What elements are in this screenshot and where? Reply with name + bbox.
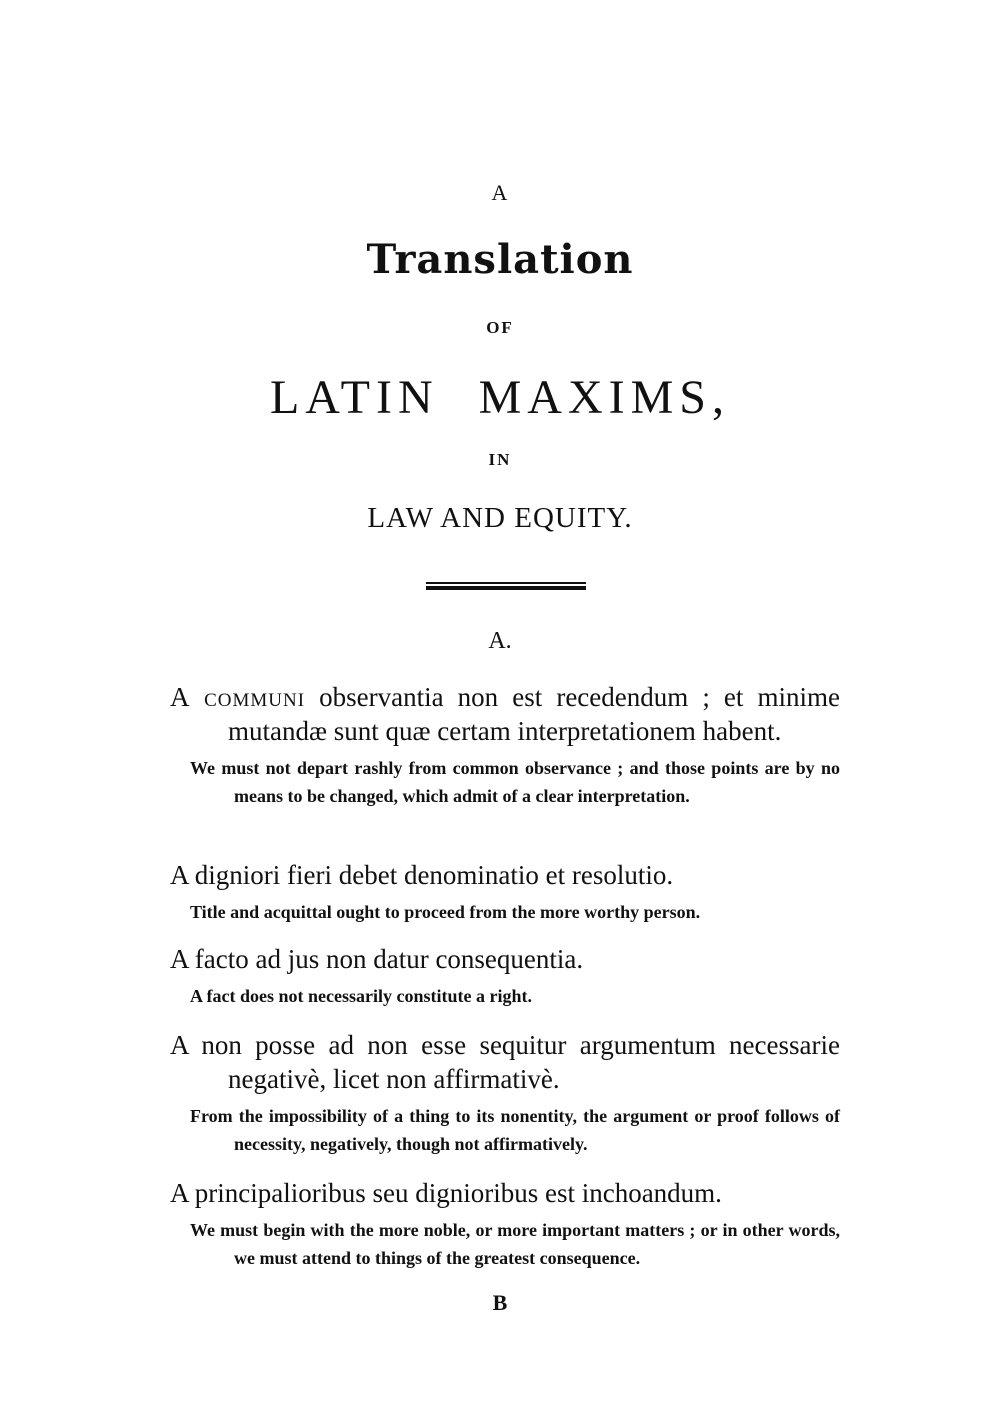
maxim-text: A digniori fieri debet denominatio et resolutio. [170, 860, 674, 890]
maxim-entry [170, 1176, 840, 1272]
title-translation: Translation [366, 236, 634, 283]
maxim-translation: We must not depart rashly from common observance ; and those points are by no means to be changed, which admit of a clear interpretation. [190, 758, 840, 806]
maxim-entry [170, 858, 840, 926]
title-subject: LAW AND EQUITY. [367, 502, 633, 534]
title-in: IN [488, 450, 512, 469]
maxim-translation: A fact does not necessarily constitute a right. [190, 986, 532, 1006]
title-main-word2: MAXIMS, [478, 371, 730, 424]
maxim-translation: Title and acquittal ought to proceed from the more worthy person. [190, 902, 701, 922]
section-letter: A. [488, 628, 512, 654]
title-article: A [491, 180, 509, 205]
title-main [0, 370, 1000, 425]
signature-mark: B [492, 1290, 508, 1315]
maxim-translation: We must begin with the more noble, or more important matters ; or in other words, we must attend to things of the greatest consequence. [190, 1220, 840, 1268]
maxim-latin [170, 1028, 840, 1096]
maxim-latin [170, 1176, 840, 1210]
title-main-word1: LATIN [269, 371, 439, 424]
double-rule-divider [426, 582, 586, 593]
maxim-translation: From the impossibility of a thing to its nonentity, the argument or proof follows of necessity, negatively, though not affirmatively. [190, 1106, 840, 1154]
maxim-text: A principalioribus seu dignioribus est inchoandum. [170, 1178, 722, 1208]
maxim-entry [170, 680, 840, 810]
maxim-latin [170, 680, 840, 748]
maxim-entry [170, 942, 840, 1010]
maxim-text: observantia non est recedendum ; et minime mutandæ sunt quæ certam interpretationem habent. [228, 682, 840, 746]
maxim-entry [170, 1028, 840, 1158]
maxim-lead: A communi [170, 682, 306, 712]
maxim-latin [170, 858, 840, 892]
title-of: OF [486, 318, 514, 337]
maxim-text: A facto ad jus non datur consequentia. [170, 944, 584, 974]
maxim-text: A non posse ad non esse sequitur argumentum necessarie negativè, licet non affirmativè. [170, 1030, 840, 1094]
maxim-latin [170, 942, 840, 976]
